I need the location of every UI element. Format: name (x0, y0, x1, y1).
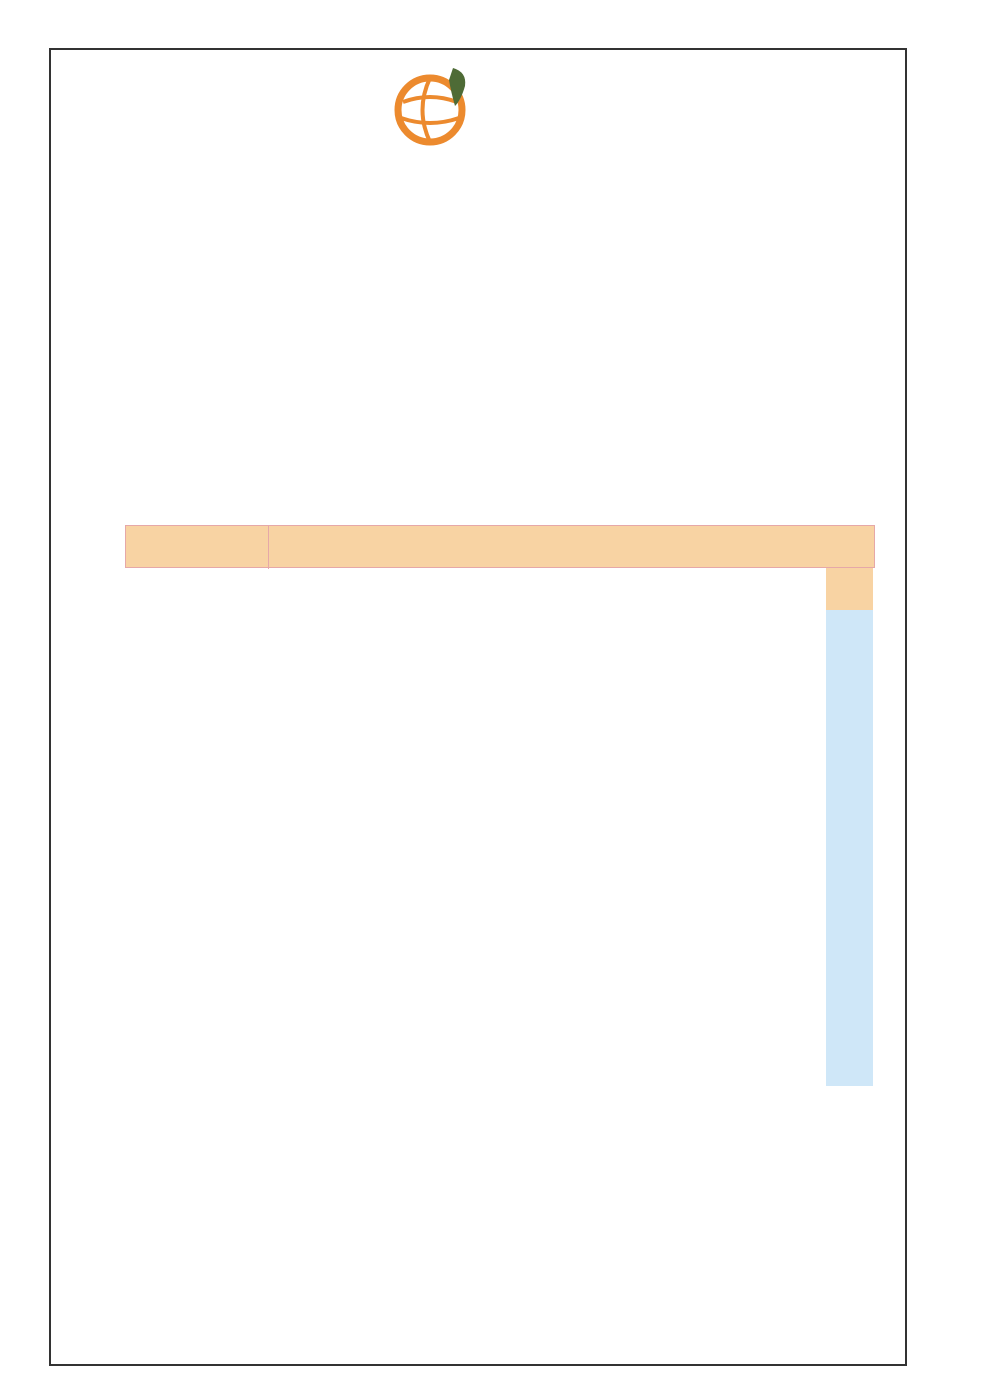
side-panel-top (826, 568, 873, 610)
table-header (125, 525, 875, 568)
globe-logo-icon (385, 62, 485, 152)
side-panel (826, 568, 873, 1086)
page-border (49, 48, 907, 1366)
header-time (126, 526, 269, 569)
header-activity (269, 526, 825, 569)
